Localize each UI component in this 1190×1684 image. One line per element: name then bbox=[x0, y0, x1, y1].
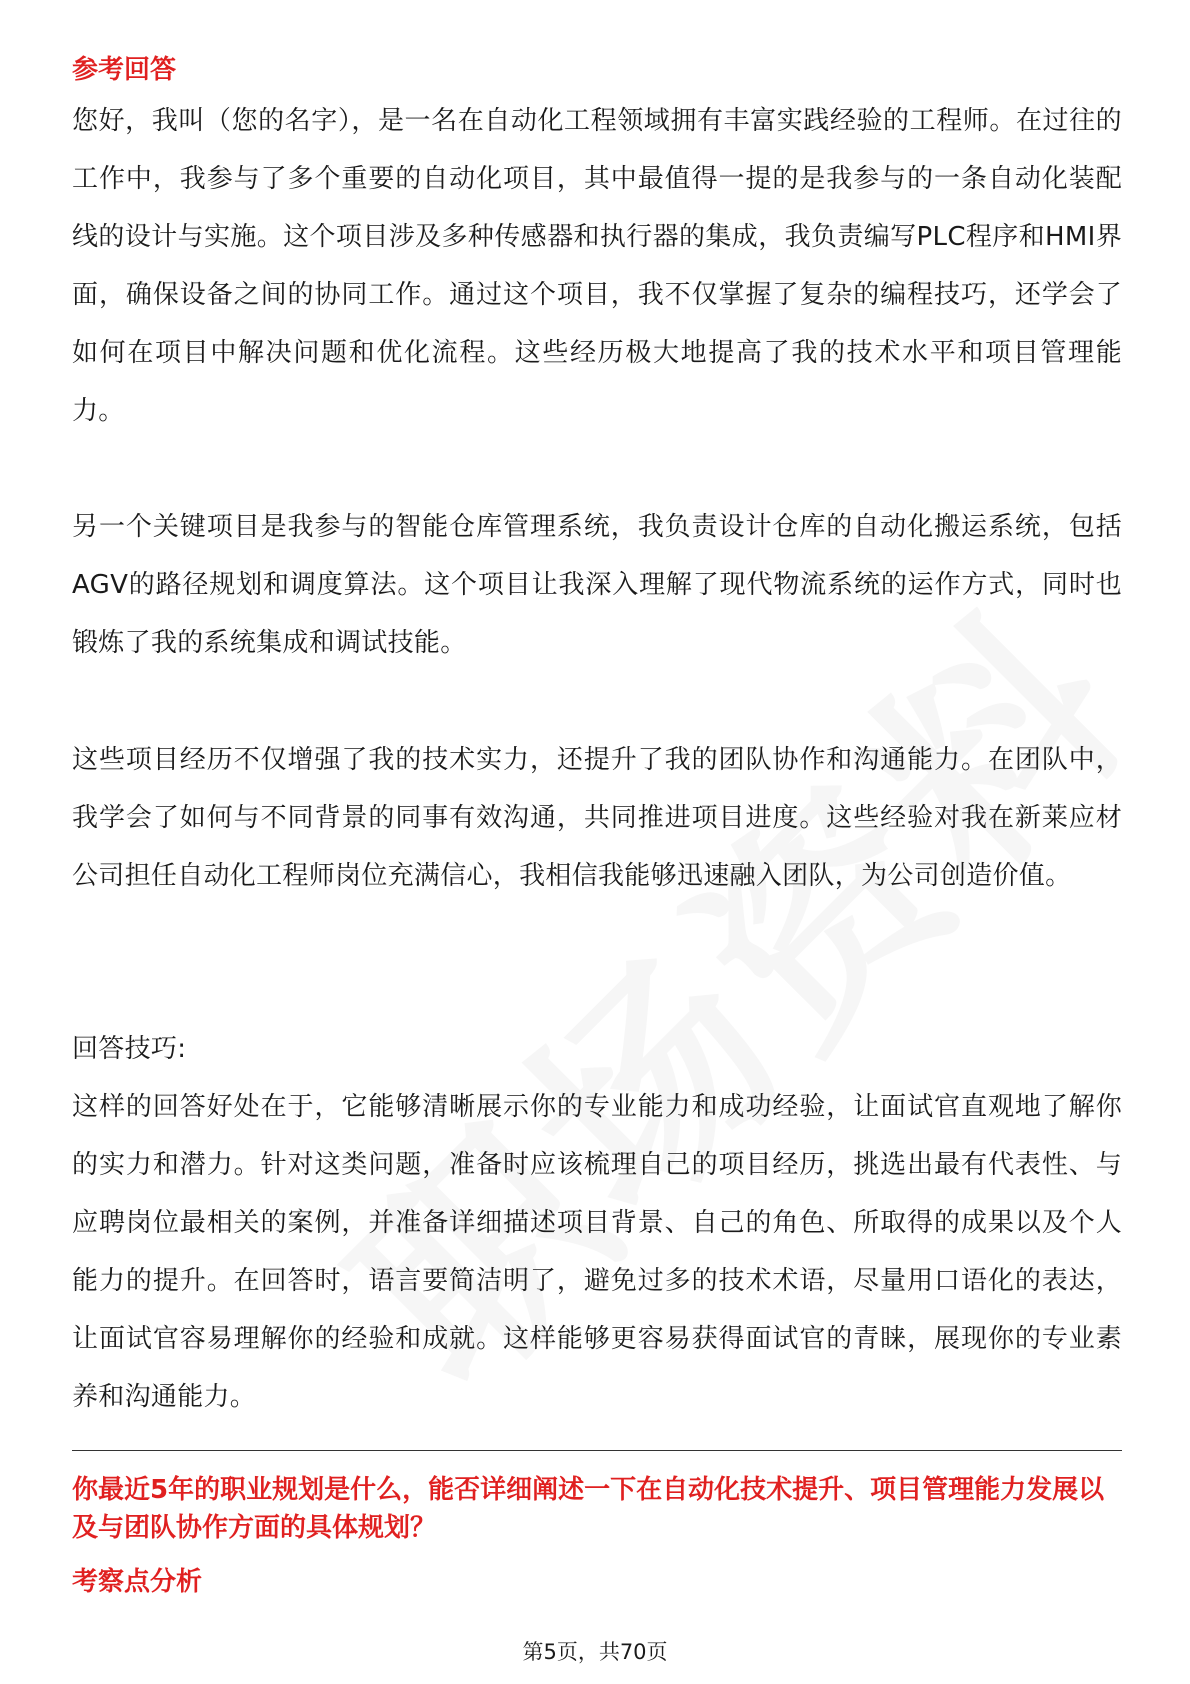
answer-paragraph-1: 您好，我叫（您的名字），是一名在自动化工程领域拥有丰富实践经验的工程师。在过往的工作中，我参与了多个重要的自动化项目，其中最值得一提的是我参与的一条自动化装配线的设计与实施。这个项目涉及多种传感器和执行器的集成，我负责编写PLC程序和HMI界面，确保设备之间的协同工作。通过这个项目，我不仅掌握了复杂的编程技巧，还学会了如何在项目中解决问题和优化流程。这些经历极大地提高了我的技术水平和项目管理能力。 bbox=[72, 106, 1122, 426]
section-divider bbox=[72, 1450, 1122, 1451]
tips-heading: 回答技巧: bbox=[72, 1034, 187, 1064]
page-number-footer: 第5页，共70页 bbox=[522, 1640, 668, 1664]
answer-paragraph-2: 另一个关键项目是我参与的智能仓库管理系统，我负责设计仓库的自动化搬运系统，包括AGV的路径规划和调度算法。这个项目让我深入理解了现代物流系统的运作方式，同时也锻炼了我的系统集成和调试技能。 bbox=[72, 512, 1122, 658]
answer-paragraph-3: 这些项目经历不仅增强了我的技术实力，还提升了我的团队协作和沟通能力。在团队中，我学会了如何与不同背景的同事有效沟通，共同推进项目进度。这些经验对我在新莱应材公司担任自动化工程师岗位充满信心，我相信我能够迅速融入团队，为公司创造价值。 bbox=[72, 745, 1122, 891]
tips-paragraph: 这样的回答好处在于，它能够清晰展示你的专业能力和成功经验，让面试官直观地了解你的实力和潜力。针对这类问题，准备时应该梳理自己的项目经历，挑选出最有代表性、与应聘岗位最相关的案例，并准备详细描述项目背景、自己的角色、所取得的成果以及个人能力的提升。在回答时，语言要简洁明了，避免过多的技术术语，尽量用口语化的表达，让面试官容易理解你的经验和成就。这样能够更容易获得面试官的青睐，展现你的专业素养和沟通能力。 bbox=[72, 1092, 1122, 1412]
answer-heading: 参考回答 bbox=[72, 55, 177, 85]
next-question-title: 你最近5年的职业规划是什么，能否详细阐述一下在自动化技术提升、项目管理能力发展以及与团队协作方面的具体规划？ bbox=[72, 1475, 1105, 1543]
analysis-heading: 考察点分析 bbox=[72, 1567, 203, 1597]
